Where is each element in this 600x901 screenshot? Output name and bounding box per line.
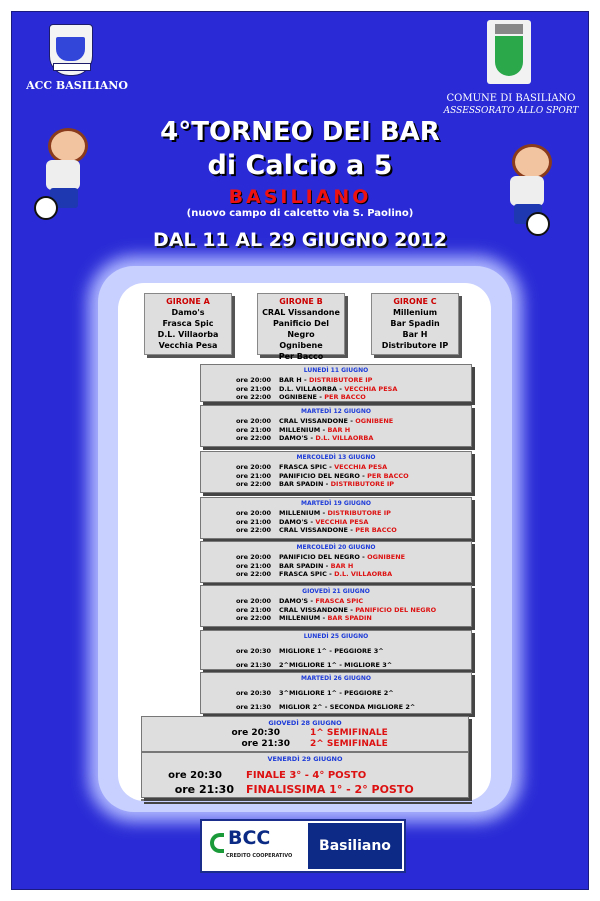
match-text [279, 597, 363, 605]
match-time: ore 20:00 [235, 597, 271, 605]
match-separator: - [308, 517, 316, 526]
match-text [279, 393, 366, 401]
match-home: D.L. VILLAORBA [279, 384, 338, 393]
match-time: ore 21:00 [235, 517, 271, 526]
comune-crest-icon [487, 20, 531, 84]
group-team: Millenium [392, 308, 438, 317]
match-text [279, 606, 436, 614]
match-time: ore 20:30 [235, 647, 271, 655]
final-day: VENERDÌ 29 GIUGNO [267, 755, 343, 763]
match-home: MILLENIUM [279, 425, 321, 434]
day-label: MERCOLEDÌ 20 GIUGNO [296, 544, 376, 551]
group-team: CRAL Vissandone [262, 308, 340, 317]
match-time: ore 20:00 [235, 376, 271, 384]
match-home: PANIFICIO DEL NEGRO [279, 471, 360, 480]
day-box [200, 497, 472, 539]
match-time: ore 20:30 [168, 770, 222, 781]
day-label: LUNEDÌ 11 GIUGNO [303, 367, 369, 374]
group-box-b [257, 293, 345, 361]
match-away: FRASCA SPIC [315, 597, 364, 605]
match-separator: - [323, 480, 331, 488]
match-home: FRASCA SPIC [279, 463, 327, 471]
group-team: Bar H [402, 330, 428, 339]
group-team: Ognibene [279, 341, 323, 350]
match-time: ore 22:00 [235, 570, 271, 578]
group-team: Panificio Del Negro [273, 319, 329, 339]
match-text [279, 480, 394, 488]
match-time: ore 21:00 [235, 561, 271, 570]
group-team: D.L. Villaorba [157, 330, 219, 339]
day-box [200, 364, 472, 402]
day-label: LUNEDÌ 25 GIUGNO [303, 633, 369, 640]
group-title: GIRONE C [393, 297, 437, 306]
match-text [279, 417, 393, 425]
day-box [200, 672, 472, 714]
match-separator: - [326, 463, 335, 471]
match-away: PER BACCO [355, 526, 397, 534]
match-home: BAR SPADIN [279, 480, 324, 488]
day-label: MARTEDÌ 19 GIUGNO [301, 500, 371, 507]
match-away: VECCHIA PESA [344, 384, 398, 393]
group-box-a [144, 293, 232, 355]
match-home: CRAL VISSANDONE [279, 605, 349, 614]
match-away: PER BACCO [324, 393, 366, 401]
match-home: PANIFICIO DEL NEGRO [279, 553, 360, 561]
right-organizer [436, 93, 586, 117]
match-text [279, 553, 405, 561]
match-time: ore 21:00 [235, 384, 271, 393]
match-text: FINALISSIMA 1° - 2° POSTO [246, 783, 414, 796]
match-home: DAMO'S [279, 434, 309, 442]
match-time: ore 21:30 [235, 661, 271, 669]
day-label: MARTEDÌ 26 GIUGNO [301, 675, 371, 682]
match-text: 2^ SEMIFINALE [310, 739, 388, 749]
match-away: OGNIBENE [355, 417, 394, 425]
match-separator: - [359, 553, 368, 561]
match-away: DISTRIBUTORE IP [327, 509, 391, 517]
match-home: CRAL VISSANDONE [279, 526, 349, 534]
match-text [279, 376, 372, 384]
final-box [141, 752, 469, 798]
match-away: DISTRIBUTORE IP [330, 480, 395, 488]
match-time: ore 22:00 [235, 480, 271, 488]
match-time: ore 22:00 [235, 614, 271, 622]
sponsor-banner [200, 819, 406, 873]
day-box [200, 451, 472, 493]
poster-dates: DAL 11 AL 29 GIUGNO 2012 [153, 229, 447, 251]
match-away: VECCHIA PESA [315, 517, 369, 526]
match-text [279, 526, 397, 534]
match-time: ore 21:30 [235, 703, 271, 711]
match-away: BAR H [327, 425, 351, 434]
match-time: ore 20:00 [235, 463, 271, 471]
group-team: Per Bacco [278, 352, 324, 361]
match-home: MIGLIOR 2^ - SECONDA MIGLIORE 2^ [279, 703, 416, 711]
left-organizer: ACC BASILIANO [26, 79, 128, 92]
day-box [200, 541, 472, 583]
acc-crest-icon [49, 24, 93, 76]
match-time: ore 21:00 [235, 425, 271, 434]
group-box-c [371, 293, 459, 355]
bcc-logo-icon [214, 827, 300, 865]
match-time: ore 20:00 [235, 553, 271, 561]
match-time: ore 20:30 [231, 728, 280, 738]
match-time: ore 20:00 [235, 417, 271, 425]
match-home: MILLENIUM [279, 509, 321, 517]
group-title: GIRONE B [279, 297, 323, 306]
match-text: 1^ SEMIFINALE [310, 728, 388, 738]
right-organizer-line2: ASSESSORATO ALLO SPORT [443, 106, 579, 116]
match-separator: - [320, 425, 328, 434]
match-home: BAR SPADIN [279, 561, 324, 570]
match-home: DAMO'S [279, 517, 309, 526]
match-away: VECCHIA PESA [334, 463, 388, 471]
match-time: ore 20:00 [235, 509, 271, 517]
match-separator: - [301, 376, 309, 384]
match-home: 3^MIGLIORE 1^ - PEGGIORE 2^ [279, 689, 394, 697]
poster-subtitle: di Calcio a 5 [207, 150, 393, 181]
sponsor-logo-text: BCC [228, 827, 271, 849]
match-separator: - [308, 434, 316, 442]
semifinal-day: GIOVEDÌ 28 GIUGNO [268, 719, 342, 727]
match-away: D.L. VILLAORBA [334, 570, 393, 578]
group-team: Distributore IP [381, 341, 449, 350]
day-label: MARTEDÌ 12 GIUGNO [301, 408, 371, 415]
poster-title: 4°TORNEO DEI BAR [160, 117, 440, 147]
day-label: GIOVEDÌ 21 GIUGNO [302, 588, 370, 595]
match-text [279, 570, 392, 578]
day-box [200, 630, 472, 670]
match-time: ore 21:00 [235, 471, 271, 480]
match-away: OGNIBENE [367, 553, 406, 561]
match-separator: - [348, 417, 356, 425]
match-text [279, 434, 373, 442]
match-text [279, 518, 368, 526]
match-home: MIGLIORE 1^ - PEGGIORE 3^ [279, 647, 384, 655]
match-home: FRASCA SPIC [279, 570, 327, 578]
match-home: 2^MIGLIORE 1^ - MIGLIORE 3^ [279, 661, 393, 669]
match-separator: - [326, 570, 335, 578]
match-text [279, 426, 350, 434]
match-separator: - [323, 561, 331, 570]
poster-town: BASILIANO [228, 186, 372, 208]
match-text [279, 463, 387, 471]
match-home: CRAL VISSANDONE [279, 417, 349, 425]
match-separator: - [317, 393, 325, 401]
match-away: PER BACCO [367, 471, 409, 480]
day-label: MERCOLEDÌ 13 GIUGNO [296, 454, 376, 461]
match-away: DISTRIBUTORE IP [308, 376, 373, 384]
match-separator: - [348, 526, 356, 534]
match-time: ore 22:00 [235, 434, 271, 442]
match-text [279, 472, 409, 480]
match-text: FINALE 3° - 4° POSTO [246, 770, 367, 781]
match-away: BAR SPADIN [327, 614, 372, 622]
match-time: ore 20:30 [235, 689, 271, 697]
match-time: ore 21:30 [174, 783, 234, 796]
group-team: Bar Spadin [390, 319, 440, 328]
group-team: Damo's [171, 308, 205, 317]
match-time: ore 21:30 [241, 739, 290, 749]
day-box [200, 405, 472, 447]
match-text [279, 562, 353, 570]
match-text [279, 385, 397, 393]
semifinal-box [141, 716, 469, 752]
match-separator: - [337, 384, 345, 393]
match-away: D.L. VILLAORBA [315, 434, 374, 442]
group-title: GIRONE A [166, 297, 210, 306]
match-away: PANIFICIO DEL NEGRO [355, 605, 437, 614]
match-home: BAR H [279, 376, 302, 384]
match-separator: - [359, 471, 368, 480]
spacer [141, 799, 469, 801]
match-separator: - [320, 509, 328, 517]
match-home: MILLENIUM [279, 614, 321, 622]
match-home: OGNIBENE [279, 393, 317, 401]
group-team: Frasca Spic [162, 319, 214, 328]
sponsor-name: Basiliano [308, 823, 402, 869]
right-organizer-line1: COMUNE DI BASILIANO [446, 93, 576, 104]
match-separator: - [348, 605, 356, 614]
match-time: ore 21:00 [235, 605, 271, 614]
group-team: Vecchia Pesa [158, 341, 218, 350]
match-time: ore 22:00 [235, 526, 271, 534]
match-separator: - [320, 614, 328, 622]
match-time: ore 22:00 [235, 393, 271, 401]
match-home: DAMO'S [279, 597, 309, 605]
day-box [200, 585, 472, 627]
match-away: BAR H [330, 561, 354, 570]
match-text [279, 614, 372, 622]
match-separator: - [308, 597, 316, 605]
match-text [279, 509, 391, 517]
poster-venue: (nuovo campo di calcetto via S. Paolino) [186, 208, 414, 219]
sponsor-subtitle: CREDITO COOPERATIVO [226, 853, 293, 859]
